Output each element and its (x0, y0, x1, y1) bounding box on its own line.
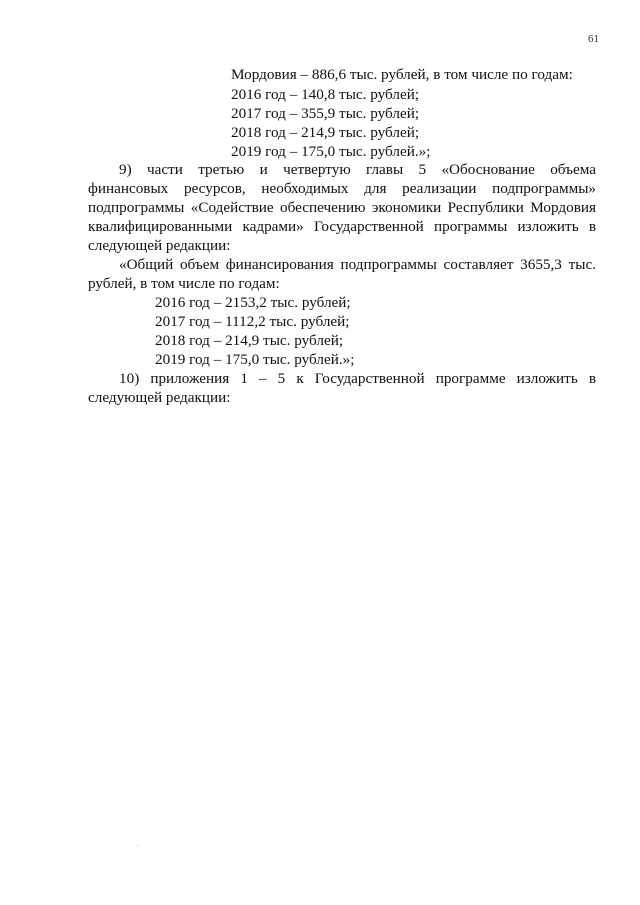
block1-year-2019: 2019 год – 175,0 тыс. рублей.»; (231, 143, 431, 160)
quote-year-2016: 2016 год – 2153,2 тыс. рублей; (155, 294, 351, 311)
block1-year-2016: 2016 год – 140,8 тыс. рублей; (231, 86, 420, 103)
item9-line-5: следующей редакции: (88, 237, 231, 254)
block1-intro: Мордовия – 886,6 тыс. рублей, в том числе по годам: (231, 66, 573, 83)
item10-line-2: следующей редакции: (88, 389, 231, 406)
item10-line-1: 10) приложения 1 – 5 к Государственной программе изложить в (119, 370, 596, 387)
quote-year-2018: 2018 год – 214,9 тыс. рублей; (155, 332, 344, 349)
quote-year-2019: 2019 год – 175,0 тыс. рублей.»; (155, 351, 355, 368)
scan-speck (137, 845, 138, 846)
block1-year-2018: 2018 год – 214,9 тыс. рублей; (231, 124, 420, 141)
item9-line-3: подпрограммы «Содействие обеспечению экономики Республики Мордовия (88, 199, 596, 216)
quote-line-2: рублей, в том числе по годам: (88, 275, 280, 292)
page-number: 61 (588, 33, 599, 45)
quote-year-2017: 2017 год – 1112,2 тыс. рублей; (155, 313, 350, 330)
item9-line-2: финансовых ресурсов, необходимых для реализации подпрограммы» (88, 180, 596, 197)
item9-line-1: 9) части третью и четвертую главы 5 «Обоснование объема (119, 161, 596, 178)
block1-year-2017: 2017 год – 355,9 тыс. рублей; (231, 105, 420, 122)
quote-line-1: «Общий объем финансирования подпрограммы составляет 3655,3 тыс. (119, 256, 596, 273)
item9-line-4: квалифицированными кадрами» Государственной программы изложить в (88, 218, 596, 235)
